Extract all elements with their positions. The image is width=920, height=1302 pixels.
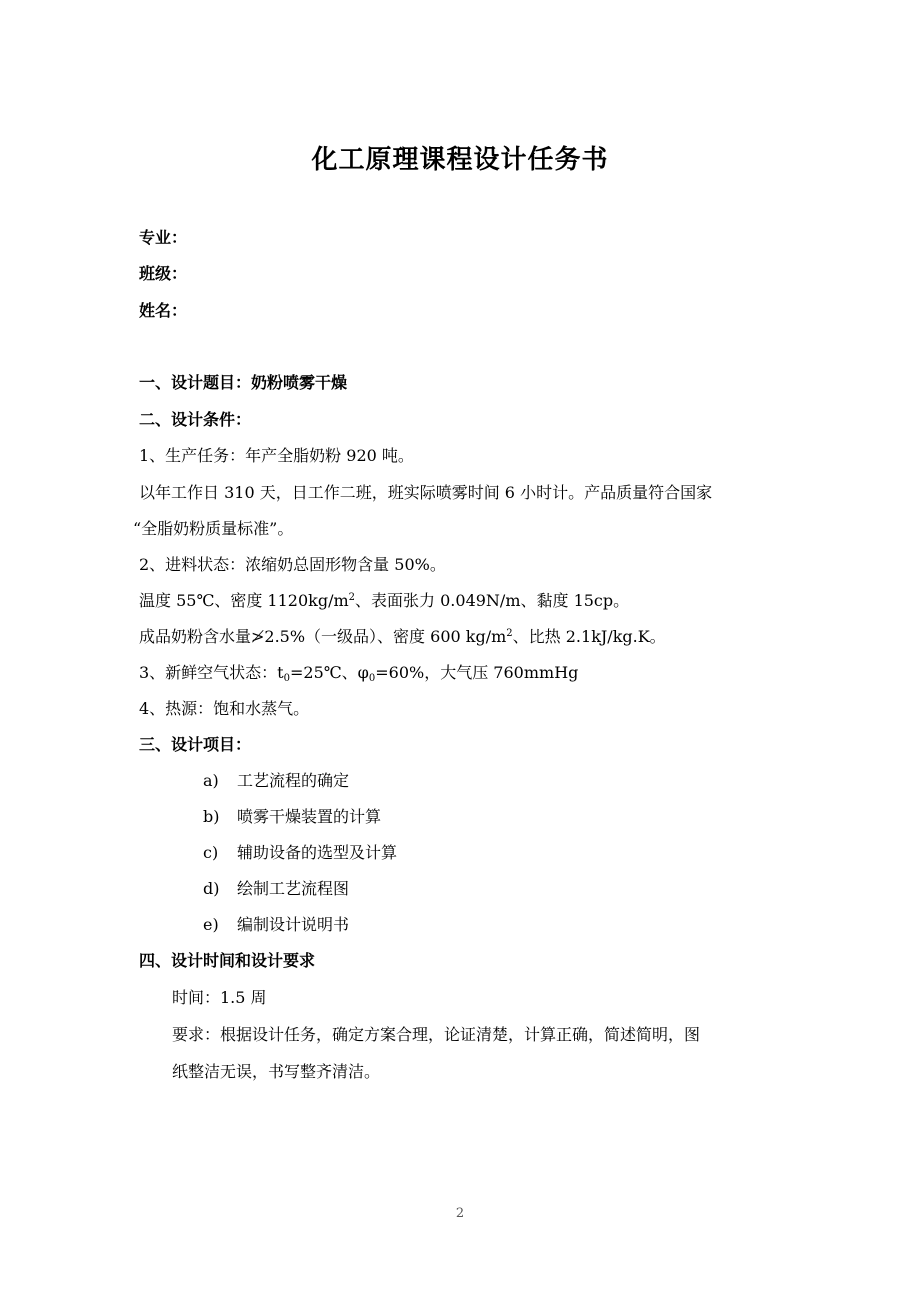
project-item-text: 辅助设备的选型及计算 bbox=[237, 843, 398, 862]
project-item-text: 编制设计说明书 bbox=[237, 915, 350, 934]
condition-item-1-cont2: “全脂奶粉质量标准”。 bbox=[133, 519, 294, 538]
design-requirements-cont: 纸整洁无误，书写整齐清洁。 bbox=[172, 1062, 381, 1081]
text-segment: =25℃、φ bbox=[290, 663, 369, 682]
section3-heading: 三、设计项目： bbox=[139, 735, 252, 754]
field-major: 专业： bbox=[139, 228, 188, 247]
condition-item-4: 4、热源：饱和水蒸气。 bbox=[139, 699, 310, 718]
condition-item-2-cont1 bbox=[139, 589, 629, 613]
design-requirements: 要求：根据设计任务，确定方案合理，论证清楚，计算正确，简述简明，图 bbox=[172, 1025, 701, 1044]
subscript: 0 bbox=[283, 673, 290, 684]
text-segment: =60%，大气压 760mmHg bbox=[375, 663, 579, 682]
section2-heading: 二、设计条件： bbox=[139, 410, 252, 429]
project-item-letter: d) bbox=[203, 879, 220, 898]
condition-item-2-cont2 bbox=[139, 625, 666, 649]
text-segment: 成品奶粉含水量≯2.5%（一级品）、密度 600 kg/m bbox=[139, 627, 507, 646]
text-segment: 、比热 2.1kJ/kg.K。 bbox=[512, 627, 666, 646]
condition-item-1-cont: 以年工作日 310 天，日工作二班，班实际喷雾时间 6 小时计。产品质量符合国家 bbox=[139, 483, 713, 502]
page-number: 2 bbox=[455, 1206, 465, 1221]
project-item-letter: e) bbox=[203, 915, 219, 934]
text-segment: 温度 55℃、密度 1120kg/m bbox=[139, 591, 349, 610]
project-item-text: 工艺流程的确定 bbox=[237, 771, 350, 790]
condition-item-3 bbox=[139, 661, 578, 685]
design-time: 时间：1.5 周 bbox=[172, 988, 267, 1007]
text-segment: 、表面张力 0.049N/m、黏度 15cp。 bbox=[355, 591, 630, 610]
section4-heading: 四、设计时间和设计要求 bbox=[139, 951, 316, 970]
project-item-letter: a) bbox=[203, 771, 219, 790]
section1-heading: 一、设计题目：奶粉喷雾干燥 bbox=[139, 373, 348, 392]
condition-item-1: 1、生产任务：年产全脂奶粉 920 吨。 bbox=[139, 446, 414, 465]
superscript: 2 bbox=[506, 628, 513, 639]
project-item-letter: b) bbox=[203, 807, 220, 826]
field-name: 姓名： bbox=[139, 301, 188, 320]
document-title: 化工原理课程设计任务书 bbox=[311, 145, 609, 175]
field-class: 班级： bbox=[139, 264, 188, 283]
project-item-text: 喷雾干燥装置的计算 bbox=[237, 807, 382, 826]
text-segment: 3、新鲜空气状态：t bbox=[139, 663, 284, 682]
project-item-letter: c) bbox=[203, 843, 219, 862]
subscript: 0 bbox=[368, 673, 376, 684]
condition-item-2: 2、进料状态：浓缩奶总固形物含量 50%。 bbox=[139, 555, 446, 574]
superscript: 2 bbox=[348, 592, 356, 603]
project-item-text: 绘制工艺流程图 bbox=[237, 879, 350, 898]
